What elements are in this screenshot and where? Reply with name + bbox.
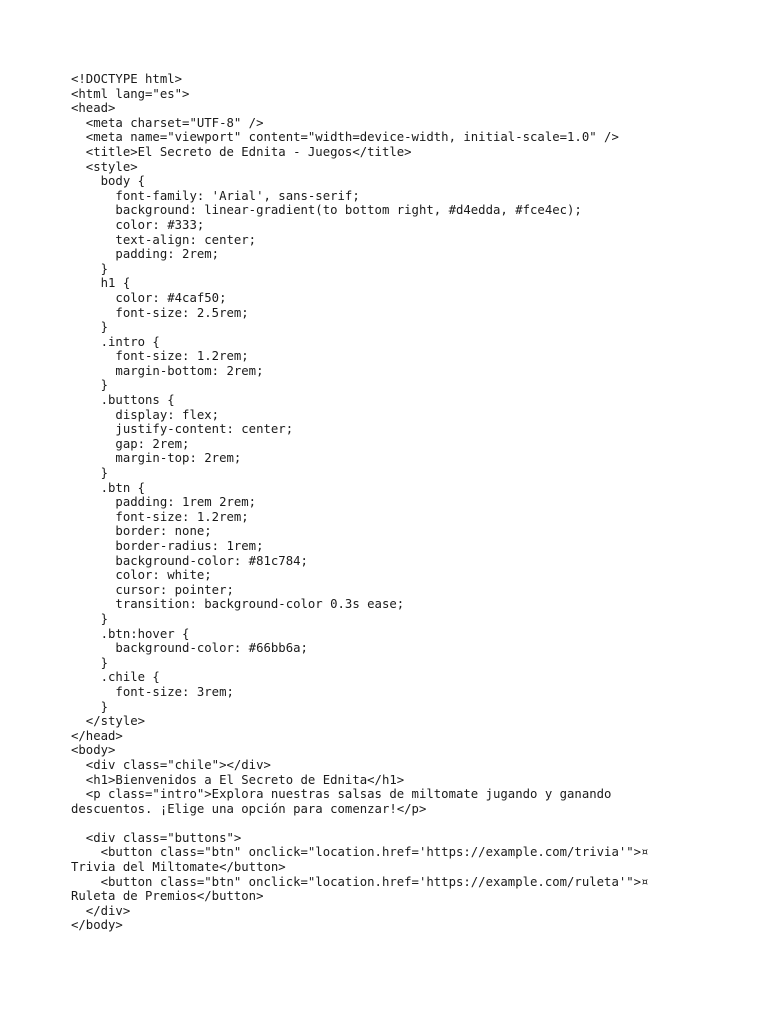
code-line bbox=[71, 816, 711, 831]
code-line: </head> bbox=[71, 728, 123, 743]
code-line: } bbox=[71, 320, 109, 335]
code-line: <button class="btn" onclick="location.href='https://example.com/ruleta'">¤ bbox=[71, 874, 649, 889]
code-line: transition: background-color 0.3s ease; bbox=[71, 597, 405, 612]
code-line: </style> bbox=[71, 714, 146, 729]
code-line: </div> bbox=[71, 903, 131, 918]
code-line: </body> bbox=[71, 918, 123, 933]
code-line: <!DOCTYPE html> bbox=[71, 72, 183, 86]
code-line: <head> bbox=[71, 101, 116, 116]
code-line: margin-top: 2rem; bbox=[71, 451, 242, 466]
code-line: <title>El Secreto de Ednita - Juegos</title> bbox=[71, 144, 412, 159]
code-line: } bbox=[71, 699, 109, 714]
code-line: border: none; bbox=[71, 524, 212, 539]
code-line: gap: 2rem; bbox=[71, 436, 190, 451]
code-line: } bbox=[71, 378, 109, 393]
code-document bbox=[71, 72, 711, 933]
code-line: descuentos. ¡Elige una opción para comenzar!</p> bbox=[71, 801, 427, 816]
code-line: display: flex; bbox=[71, 407, 220, 422]
code-line: padding: 1rem 2rem; bbox=[71, 495, 257, 510]
code-line: <button class="btn" onclick="location.href='https://example.com/trivia'">¤ bbox=[71, 845, 649, 860]
code-line: border-radius: 1rem; bbox=[71, 539, 264, 553]
code-line: font-family: 'Arial', sans-serif; bbox=[71, 188, 360, 203]
code-line: text-align: center; bbox=[71, 232, 257, 247]
code-line: <meta charset="UTF-8" /> bbox=[71, 115, 264, 130]
code-line: <div class="buttons"> bbox=[71, 830, 242, 845]
code-line: font-size: 1.2rem; bbox=[71, 509, 249, 524]
code-line: } bbox=[71, 466, 109, 481]
code-line: color: #333; bbox=[71, 217, 205, 232]
code-line: } bbox=[71, 261, 109, 276]
code-line: background-color: #81c784; bbox=[71, 553, 308, 568]
code-line: } bbox=[71, 655, 109, 670]
code-line: body { bbox=[71, 174, 146, 189]
code-line: background: linear-gradient(to bottom right, #d4edda, #fce4ec); bbox=[71, 203, 582, 218]
code-line: color: white; bbox=[71, 568, 212, 583]
code-line: justify-content: center; bbox=[71, 422, 294, 437]
code-line: h1 { bbox=[71, 276, 131, 291]
code-line: <p class="intro">Explora nuestras salsas de miltomate jugando y ganando bbox=[71, 787, 612, 802]
code-line: .intro { bbox=[71, 334, 160, 349]
code-line: font-size: 1.2rem; bbox=[71, 349, 249, 364]
code-line: .btn:hover { bbox=[71, 626, 190, 641]
code-line: Ruleta de Premios</button> bbox=[71, 889, 264, 904]
code-line: font-size: 3rem; bbox=[71, 684, 234, 699]
code-line: .buttons { bbox=[71, 393, 175, 408]
code-line: <div class="chile"></div> bbox=[71, 757, 271, 772]
code-line: } bbox=[71, 611, 109, 626]
code-line: Trivia del Miltomate</button> bbox=[71, 860, 286, 875]
code-line: <body> bbox=[71, 743, 116, 758]
code-line: <meta name="viewport" content="width=device-width, initial-scale=1.0" /> bbox=[71, 130, 619, 145]
code-line: color: #4caf50; bbox=[71, 290, 227, 305]
code-line: background-color: #66bb6a; bbox=[71, 641, 308, 656]
code-line: margin-bottom: 2rem; bbox=[71, 363, 264, 378]
code-line: <html lang="es"> bbox=[71, 86, 190, 101]
code-line: <h1>Bienvenidos a El Secreto de Ednita</h1> bbox=[71, 772, 405, 787]
code-line: .btn { bbox=[71, 480, 146, 495]
code-line: font-size: 2.5rem; bbox=[71, 305, 249, 320]
code-line: padding: 2rem; bbox=[71, 247, 220, 262]
code-line: .chile { bbox=[71, 670, 160, 685]
code-line: <style> bbox=[71, 159, 138, 174]
code-line: cursor: pointer; bbox=[71, 582, 234, 597]
